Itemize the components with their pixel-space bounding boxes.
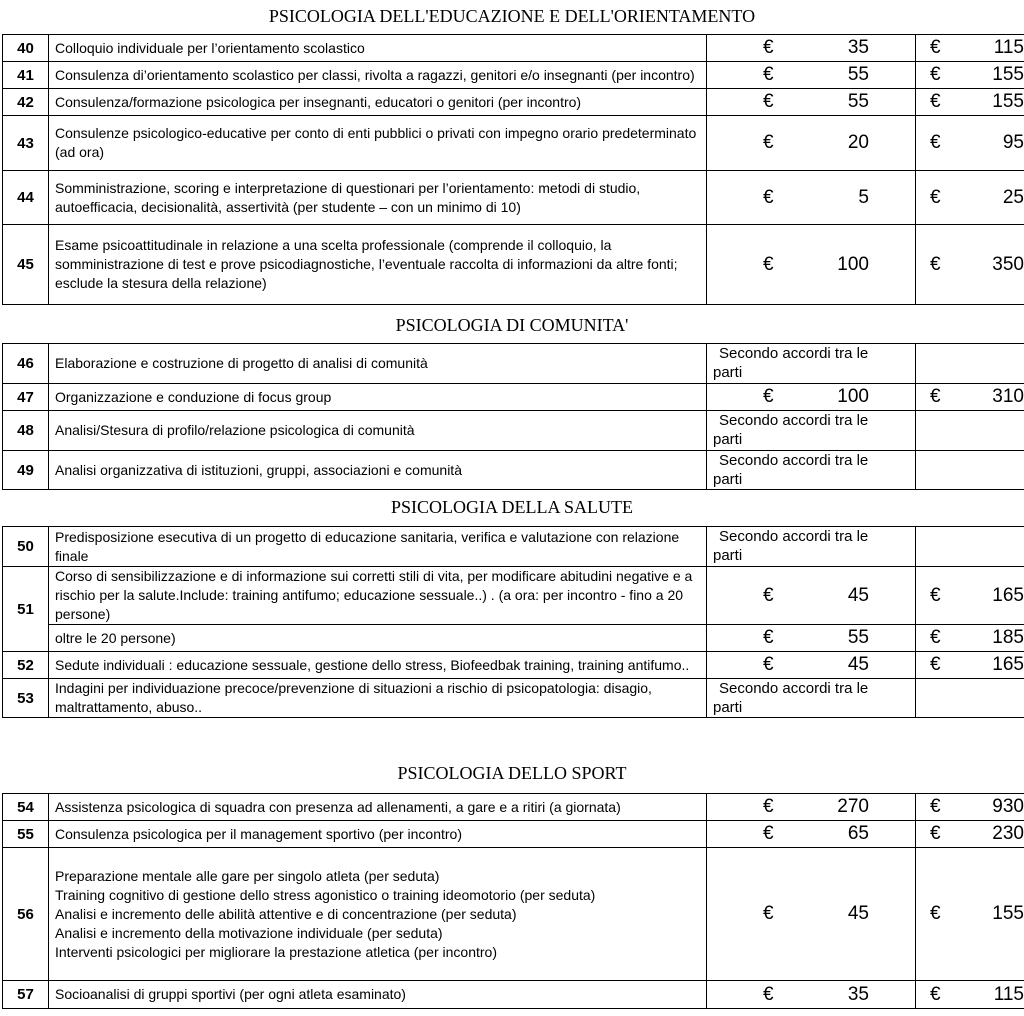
item-number: 57 <box>3 981 49 1009</box>
empty-max-cell <box>916 527 1024 567</box>
max-price <box>916 821 1024 848</box>
description-line: finale <box>55 547 89 564</box>
price-amount: 115 <box>993 983 1024 1005</box>
price-content <box>916 91 1024 113</box>
table-row <box>3 679 1024 718</box>
item-number: 54 <box>3 794 49 821</box>
service-description <box>49 411 707 451</box>
section-title: PSICOLOGIA DELL'EDUCAZIONE E DELL'ORIENTAMENTO <box>268 6 756 26</box>
price-content <box>916 254 1024 276</box>
currency-symbol: € <box>763 186 774 208</box>
min-price <box>707 794 916 821</box>
price-amount: 185 <box>992 627 1024 648</box>
price-amount: 100 <box>837 386 869 407</box>
currency-symbol: € <box>930 37 941 58</box>
agreement-text <box>707 344 915 382</box>
description-line: rischio per la salute.Include: training antifumo; educazione sessuale..) . (a ora: per incontro - fino a 20 <box>55 587 684 603</box>
max-price <box>916 794 1024 821</box>
price-amount: 35 <box>847 983 869 1005</box>
price-content <box>707 386 915 408</box>
section-title: PSICOLOGIA DI COMUNITA' <box>395 315 629 335</box>
description-line: Sedute individuali : educazione sessuale, gestione dello stress, Biofeedbak training, training antifumo.. <box>55 656 690 673</box>
item-number: 47 <box>3 384 49 411</box>
description-line: Preparazione mentale alle gare per singolo atleta (per seduta) <box>55 867 440 884</box>
price-content <box>916 37 1024 59</box>
item-number: 45 <box>3 225 49 305</box>
agreement-line: parti <box>713 699 743 716</box>
description-line: Esame psicoattitudinale in relazione a una scelta professionale (comprende il colloquio, la <box>55 237 612 253</box>
service-description <box>49 794 707 821</box>
currency-symbol: € <box>930 903 941 924</box>
price-content <box>916 585 1024 607</box>
table-row <box>3 821 1024 848</box>
agreement-line: Secondo accordi tra le <box>719 345 869 362</box>
currency-symbol: € <box>930 64 941 85</box>
description-line: Consulenza di’orientamento scolastico per classi, rivolta a ragazzi, genitori e/o insegnanti (per incontro) <box>55 66 695 83</box>
table-row <box>3 344 1024 384</box>
agreement-cell <box>707 451 916 490</box>
max-price <box>916 62 1024 89</box>
item-number: 52 <box>3 652 49 679</box>
min-price <box>707 821 916 848</box>
price-content <box>916 823 1024 845</box>
item-number: 46 <box>3 344 49 384</box>
description-line: somministrazione di test e prove psicodiagnostiche, l’eventuale raccolta di informazioni da altre fonti; <box>55 256 678 272</box>
price-content <box>707 823 915 845</box>
table-row <box>3 567 1024 625</box>
table-row <box>3 794 1024 821</box>
price-amount: 45 <box>847 903 869 924</box>
price-amount: 55 <box>847 627 869 648</box>
min-price <box>707 384 916 411</box>
price-content <box>707 903 915 925</box>
price-amount: 55 <box>847 64 869 85</box>
agreement-line: Secondo accordi tra le <box>719 680 869 697</box>
description-line: Colloquio individuale per l’orientamento scolastico <box>55 39 365 56</box>
currency-symbol: € <box>930 253 941 275</box>
item-number: 55 <box>3 821 49 848</box>
max-price <box>916 35 1024 62</box>
empty-max-cell <box>916 411 1024 451</box>
table-row <box>3 451 1024 490</box>
price-amount: 20 <box>847 132 869 153</box>
service-description <box>49 35 707 62</box>
currency-symbol: € <box>763 253 774 275</box>
agreement-line: Secondo accordi tra le <box>719 452 869 469</box>
tariff-table <box>2 34 1024 305</box>
currency-symbol: € <box>763 386 774 407</box>
table-row <box>3 35 1024 62</box>
description-line: Analisi/Stesura di profilo/relazione psicologica di comunità <box>55 422 415 438</box>
currency-symbol: € <box>763 132 774 153</box>
price-amount: 165 <box>992 584 1024 606</box>
agreement-line: parti <box>713 364 743 381</box>
agreement-line: parti <box>713 547 743 564</box>
description-line: Consulenza/formazione psicologica per insegnanti, educatori o genitori (per incontro) <box>55 93 582 110</box>
price-content <box>707 585 915 607</box>
service-description <box>49 89 707 116</box>
price-amount: 165 <box>992 654 1024 675</box>
price-amount: 155 <box>992 64 1024 85</box>
item-number: 40 <box>3 35 49 62</box>
section-title: PSICOLOGIA DELLO SPORT <box>397 763 627 783</box>
price-content <box>707 984 915 1006</box>
service-description <box>49 344 707 384</box>
currency-symbol: € <box>763 903 774 924</box>
price-content <box>707 254 915 276</box>
item-number: 50 <box>3 527 49 567</box>
item-number: 51 <box>3 567 49 652</box>
max-price <box>916 225 1024 305</box>
price-amount: 310 <box>992 386 1024 407</box>
description-line: Training cognitivo di gestione dello stress agonistico o training ideomotorio (per seduta) <box>55 886 596 903</box>
service-description <box>49 384 707 411</box>
description-line: Corso di sensibilizzazione e di informazione sui corretti stili di vita, per modificare abitudini negative e a <box>55 568 693 584</box>
price-content <box>916 187 1024 209</box>
description-line: oltre le 20 persone) <box>55 629 176 646</box>
currency-symbol: € <box>930 386 941 407</box>
service-description <box>49 981 707 1009</box>
table-row <box>3 384 1024 411</box>
currency-symbol: € <box>763 983 774 1005</box>
description-line: Socioanalisi di gruppi sportivi (per ogni atleta esaminato) <box>55 986 406 1002</box>
min-price <box>707 116 916 171</box>
description-line: (ad ora) <box>55 144 105 160</box>
description-line: Interventi psicologici per migliorare la prestazione atletica (per incontro) <box>55 943 497 960</box>
currency-symbol: € <box>763 627 774 648</box>
min-price <box>707 35 916 62</box>
table-row <box>3 848 1024 981</box>
currency-symbol: € <box>763 796 774 817</box>
price-amount: 25 <box>1002 186 1024 208</box>
description-line: Consulenze psicologico-educative per conto di enti pubblici o privati con impegno orario predeterminato <box>55 125 697 141</box>
description-line: Assistenza psicologica di squadra con presenza ad allenamenti, a gare e a ritiri (a giornata) <box>55 798 621 815</box>
table-row <box>3 171 1024 225</box>
price-amount: 930 <box>992 796 1024 817</box>
price-amount: 270 <box>837 796 869 817</box>
agreement-line: Secondo accordi tra le <box>719 412 869 429</box>
section-title: PSICOLOGIA DELLA SALUTE <box>391 497 633 517</box>
currency-symbol: € <box>763 584 774 606</box>
description-line: esclude la stesura della relazione) <box>55 275 267 291</box>
min-price <box>707 225 916 305</box>
description-line: Elaborazione e costruzione di progetto di analisi di comunità <box>55 355 428 371</box>
max-price <box>916 384 1024 411</box>
price-content <box>707 796 915 818</box>
price-amount: 100 <box>837 253 869 275</box>
max-price <box>916 625 1024 652</box>
price-content <box>707 64 915 86</box>
item-number: 49 <box>3 451 49 490</box>
tariff-table <box>2 343 1024 490</box>
item-number: 48 <box>3 411 49 451</box>
max-price <box>916 116 1024 171</box>
currency-symbol: € <box>763 64 774 85</box>
currency-symbol: € <box>930 823 941 844</box>
agreement-line: parti <box>713 471 743 488</box>
description-line: Analisi e incremento della motivazione individuale (per seduta) <box>55 924 443 941</box>
max-price <box>916 171 1024 225</box>
table-row <box>3 527 1024 567</box>
price-content <box>916 796 1024 818</box>
empty-max-cell <box>916 344 1024 384</box>
min-price <box>707 567 916 625</box>
empty-max-cell <box>916 679 1024 718</box>
description-line: Predisposizione esecutiva di un progetto di educazione sanitaria, verifica e valutazione con relazione <box>55 528 680 545</box>
price-content <box>707 627 915 649</box>
max-price <box>916 567 1024 625</box>
agreement-text <box>707 527 915 565</box>
price-amount: 45 <box>847 584 869 606</box>
currency-symbol: € <box>930 983 941 1005</box>
currency-symbol: € <box>930 186 941 208</box>
item-number: 41 <box>3 62 49 89</box>
price-amount: 55 <box>847 91 869 112</box>
service-description <box>49 679 707 718</box>
price-content <box>916 386 1024 408</box>
service-description <box>49 116 707 171</box>
price-amount: 65 <box>847 823 869 844</box>
min-price <box>707 89 916 116</box>
price-amount: 115 <box>993 37 1024 58</box>
agreement-cell <box>707 344 916 384</box>
price-content <box>916 627 1024 649</box>
description-line: maltrattamento, abuso.. <box>55 699 203 715</box>
currency-symbol: € <box>763 91 774 112</box>
tariff-table <box>2 793 1024 1009</box>
table-row <box>3 411 1024 451</box>
price-content <box>916 132 1024 154</box>
service-description <box>49 225 707 305</box>
min-price <box>707 848 916 981</box>
item-number: 44 <box>3 171 49 225</box>
price-content <box>707 91 915 113</box>
price-content <box>916 903 1024 925</box>
currency-symbol: € <box>763 654 774 675</box>
item-number: 53 <box>3 679 49 718</box>
currency-symbol: € <box>930 132 941 153</box>
currency-symbol: € <box>763 37 774 58</box>
price-amount: 230 <box>992 823 1024 844</box>
currency-symbol: € <box>930 796 941 817</box>
table-row <box>3 625 1024 652</box>
empty-max-cell <box>916 451 1024 490</box>
price-content <box>707 654 915 676</box>
table-row <box>3 981 1024 1009</box>
min-price <box>707 625 916 652</box>
currency-symbol: € <box>930 91 941 112</box>
description-line: persone) <box>55 606 111 622</box>
max-price <box>916 848 1024 981</box>
max-price <box>916 652 1024 679</box>
min-price <box>707 62 916 89</box>
description-line: Consulenza psicologica per il management sportivo (per incontro) <box>55 825 462 842</box>
price-amount: 155 <box>992 903 1024 924</box>
currency-symbol: € <box>930 584 941 606</box>
description-line: Analisi e incremento delle abilità attentive e di concentrazione (per seduta) <box>55 905 517 922</box>
price-amount: 5 <box>858 186 869 208</box>
price-content <box>916 984 1024 1006</box>
description-line: Indagini per individuazione precoce/prevenzione di situazioni a rischio di psicopatologia: disagio, <box>55 680 652 696</box>
table-row <box>3 116 1024 171</box>
agreement-cell <box>707 411 916 451</box>
table-row <box>3 225 1024 305</box>
price-content <box>707 132 915 154</box>
service-description <box>49 821 707 848</box>
service-description <box>49 848 707 981</box>
agreement-line: Secondo accordi tra le <box>719 528 869 545</box>
tariff-table <box>2 526 1024 718</box>
price-content <box>707 187 915 209</box>
price-amount: 35 <box>847 37 869 58</box>
price-amount: 350 <box>992 253 1024 275</box>
price-content <box>707 37 915 59</box>
item-number: 43 <box>3 116 49 171</box>
max-price <box>916 89 1024 116</box>
agreement-cell <box>707 527 916 567</box>
price-amount: 45 <box>847 654 869 675</box>
item-number: 56 <box>3 848 49 981</box>
service-description <box>49 527 707 567</box>
agreement-text <box>707 451 915 489</box>
description-line: Somministrazione, scoring e interpretazione di questionari per l’orientamento: metodi di studio, <box>55 179 641 196</box>
table-row <box>3 89 1024 116</box>
min-price <box>707 652 916 679</box>
max-price <box>916 981 1024 1009</box>
agreement-text <box>707 411 915 449</box>
currency-symbol: € <box>930 654 941 675</box>
service-description <box>49 652 707 679</box>
description-line: Organizzazione e conduzione di focus group <box>55 388 332 405</box>
service-description <box>49 62 707 89</box>
price-amount: 155 <box>992 91 1024 112</box>
service-description <box>49 171 707 225</box>
currency-symbol: € <box>763 823 774 844</box>
description-line: Analisi organizzativa di istituzioni, gruppi, associazioni e comunità <box>55 461 462 478</box>
agreement-line: parti <box>713 431 743 448</box>
price-content <box>916 654 1024 676</box>
currency-symbol: € <box>930 627 941 648</box>
service-description <box>49 451 707 490</box>
item-number: 42 <box>3 89 49 116</box>
description-line: autoefficacia, decisionalità, assertività (per studente – con un minimo di 10) <box>55 198 521 215</box>
service-description <box>49 625 707 652</box>
table-row <box>3 652 1024 679</box>
min-price <box>707 171 916 225</box>
agreement-text <box>707 679 915 717</box>
price-content <box>916 64 1024 86</box>
min-price <box>707 981 916 1009</box>
service-description <box>49 567 707 625</box>
table-row <box>3 62 1024 89</box>
agreement-cell <box>707 679 916 718</box>
price-amount: 95 <box>1002 132 1024 153</box>
